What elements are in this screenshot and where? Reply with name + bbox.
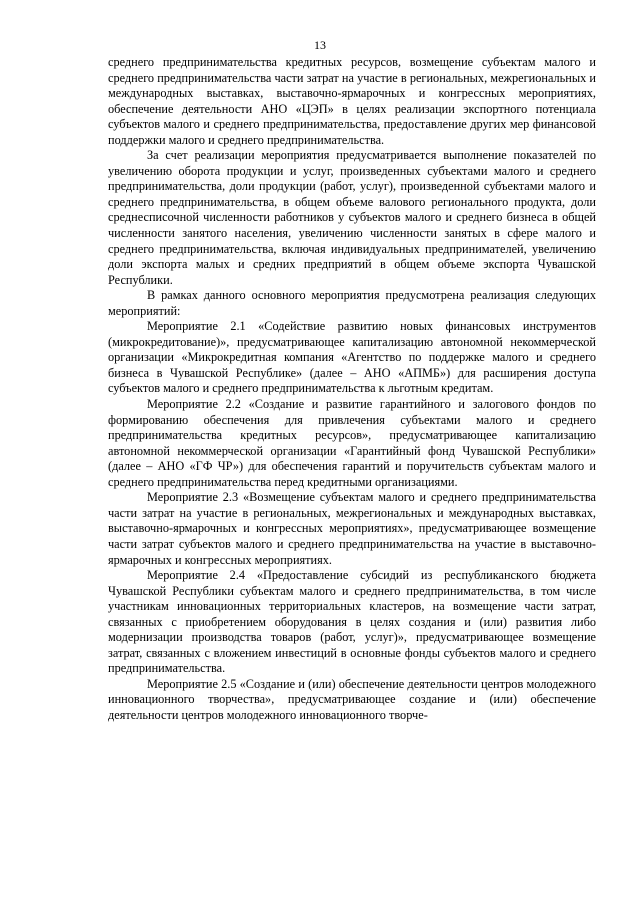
paragraph-measure-2-4: Мероприятие 2.4 «Предоставление субсидий из республиканского бюджета Чувашской Республики субъектам малого и среднего предпринимательства, в том числе участникам инновационных территориальных кластеров, на возмещение части затрат, связанных с приобретением оборудования в целях создания и (или) развития либо модернизации производства товаров (работ, услуг)», предусматривающее возмещение затрат, связанных с вложением инвестиций в основные фонды субъектов малого и среднего предпринимательства. xyxy=(108,568,596,676)
page-number: 13 xyxy=(314,38,326,52)
paragraph-measure-2-5: Мероприятие 2.5 «Создание и (или) обеспечение деятельности центров молодежного инновационного творчества», предусматривающее создание и (или) обеспечение деятельности центров молодежного инновационного творче- xyxy=(108,676,596,722)
paragraph-continuation: среднего предпринимательства кредитных ресурсов, возмещение субъектам малого и среднего предпринимательства части затрат на участие в региональных, межрегиональных и международных выставках, выставочно-ярмарочных и конгрессных мероприятиях, обеспечение деятельности АНО «ЦЭП» в целях реализации экспортного потенциала субъектов малого и среднего предпринимательства, предоставление других мер финансовой поддержки малого и среднего предпринимательства. xyxy=(108,55,596,147)
paragraph-measure-2-2: Мероприятие 2.2 «Создание и развитие гарантийного и залогового фондов по формированию обеспечения для привлечения субъектами малого и среднего предпринимательства кредитных ресурсов», предусматривающее капитализацию автономной некоммерческой организации «Гарантийный фонд Чувашской Республики» (далее – АНО «ГФ ЧР») для обеспечения гарантий и поручительств субъектам малого и среднего предпринимательства перед кредитными организациями. xyxy=(108,397,596,489)
paragraph-measure-2-1: Мероприятие 2.1 «Содействие развитию новых финансовых инструментов (микрокредитование)», предусматривающее капитализацию автономной некоммерческой организации «Микрокредитная компания «Агентство по поддержке малого и среднего бизнеса в Чувашской Республике» (далее – АНО «АПМБ») для расширения доступа субъектов малого и среднего предпринимательства к льготным кредитам. xyxy=(108,319,596,396)
document-body xyxy=(108,55,596,724)
paragraph-measures-intro: В рамках данного основного мероприятия предусмотрена реализация следующих мероприятий: xyxy=(108,288,596,318)
paragraph-measure-2-3: Мероприятие 2.3 «Возмещение субъектам малого и среднего предпринимательства части затрат на участие в региональных, межрегиональных и международных выставках, выставочно-ярмарочных и конгрессных мероприятиях», предусматривающее возмещение части затрат субъектов малого и среднего предпринимательства на участие в выставочно-ярмарочных и конгрессных мероприятиях. xyxy=(108,490,596,567)
paragraph-implementation-indicators: За счет реализации мероприятия предусматривается выполнение показателей по увеличению оборота продукции и услуг, произведенных субъектами малого и среднего предпринимательства, доли продукции (работ, услуг), произведенной субъектами малого и среднего предпринимательства, в общем объеме валового регионального продукта, доли среднесписочной численности работников у субъектов малого и среднего бизнеса в общей численности занятого населения, увеличению численности занятых в сфере малого и среднего предпринимательства, включая индивидуальных предпринимателей, увеличению доли экспорта малых и средних предприятий в общем объеме экспорта Чувашской Республики. xyxy=(108,148,596,287)
